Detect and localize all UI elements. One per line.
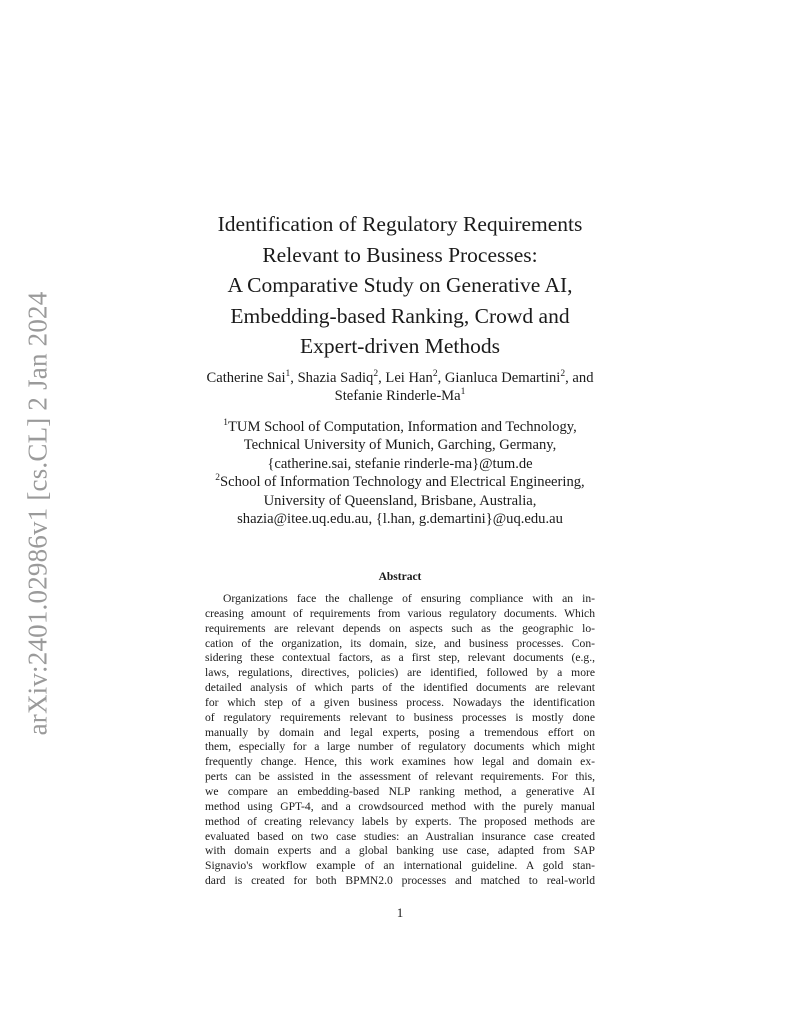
- title-line: Identification of Regulatory Requirements: [217, 212, 583, 236]
- abstract-line: creasing amount of requirements from various regulatory documents. Which: [205, 606, 595, 620]
- author-separator: , and: [565, 370, 594, 386]
- author-affiliation-mark: 2: [560, 369, 566, 380]
- author-name: Stefanie Rinderle-Ma: [334, 388, 461, 404]
- author-affiliation-mark: 1: [460, 387, 466, 398]
- abstract-line: with domain experts and a global banking use case, adapted from SAP: [205, 844, 595, 858]
- author-name: Lei Han: [385, 370, 433, 386]
- affiliation-line: [130, 418, 670, 436]
- affiliation-line: University of Queensland, Brisbane, Australia,: [263, 492, 537, 509]
- author-separator: ,: [290, 370, 298, 386]
- abstract-line: detailed analysis of which parts of the identified documents are relevant: [205, 681, 595, 695]
- abstract-line: requirements are relevant depends on aspects such as the geographic lo-: [205, 621, 595, 635]
- paper-title: [150, 209, 650, 362]
- abstract-body: [205, 592, 595, 889]
- abstract-line: manually by domain and legal experts, posing a tremendous effort on: [205, 725, 595, 739]
- affiliation-email: {catherine.sai, stefanie rinderle-ma}@tum.de: [267, 455, 533, 472]
- title-line: Relevant to Business Processes:: [262, 242, 538, 267]
- affiliation-mark: 2: [215, 473, 221, 484]
- abstract-line: them, especially for a large number of regulatory documents which might: [205, 740, 595, 754]
- abstract-line: of regulatory requirements relevant to business processes is mostly done: [205, 710, 595, 724]
- abstract-heading: Abstract: [378, 571, 422, 583]
- page-number: 1: [396, 905, 404, 920]
- author-affiliation-mark: 2: [373, 369, 379, 380]
- abstract-line: evaluated based on two case studies: an Australian insurance case created: [205, 829, 595, 843]
- abstract-line: Organizations face the challenge of ensuring compliance with an in-: [223, 592, 595, 605]
- abstract-line: Signavio's workflow example of an international guideline. A gold stan-: [205, 859, 595, 873]
- title-line: A Comparative Study on Generative AI,: [227, 273, 573, 297]
- author-line: [130, 369, 670, 387]
- abstract-line: perts can be assisted in the assessment of relevant requirements. For this,: [205, 770, 595, 784]
- author-name: Shazia Sadiq: [297, 370, 374, 386]
- title-line: Embedding-based Ranking, Crowd and: [230, 303, 570, 328]
- abstract-line: cation of the organization, its domain, size, and business processes. Con-: [205, 636, 595, 650]
- affiliation-text: School of Information Technology and Electrical Engineering,: [220, 474, 585, 491]
- arxiv-identifier-text: arXiv:2401.02986v1 [cs.CL] 2 Jan 2024: [22, 291, 53, 735]
- author-affiliation-mark: 1: [285, 369, 291, 380]
- author-affiliation-mark: 2: [432, 369, 438, 380]
- abstract-line: frequently change. Hence, this work examines how legal and domain ex-: [205, 755, 595, 769]
- affiliations: [130, 418, 670, 528]
- arxiv-identifier-stamp: [16, 288, 60, 738]
- abstract-line: for which step of a given business process. Nowadays the identification: [205, 695, 595, 709]
- title-line: Expert-driven Methods: [299, 334, 501, 358]
- author-separator: ,: [437, 370, 445, 386]
- author-name: Catherine Sai: [206, 370, 286, 386]
- affiliation-email: shazia@itee.uq.edu.au, {l.han, g.demartini}@uq.edu.au: [237, 511, 563, 528]
- abstract-line: method of creating relevancy labels by experts. The proposed methods are: [205, 814, 595, 828]
- abstract-line: sidering these contextual factors, as a first step, relevant documents (e.g.,: [205, 651, 595, 665]
- abstract-line: dard is created for both BPMN2.0 processes and matched to real-world: [205, 874, 595, 888]
- affiliation-line: [130, 473, 670, 491]
- author-separator: ,: [378, 370, 386, 386]
- affiliation-mark: 1: [223, 418, 228, 429]
- author-line: [130, 387, 670, 405]
- abstract-line: we compare an embedding-based NLP ranking method, a generative AI: [205, 784, 595, 798]
- abstract-line: laws, regulations, directives, policies) are identified, followed by a more: [205, 666, 595, 680]
- author-list: [130, 369, 670, 405]
- affiliation-line: Technical University of Munich, Garching, Germany,: [243, 437, 557, 454]
- author-name: Gianluca Demartini: [444, 370, 561, 386]
- abstract-line: method using GPT-4, and a crowdsourced method with the purely manual: [205, 799, 595, 813]
- affiliation-text: TUM School of Computation, Information and Technology,: [227, 419, 577, 435]
